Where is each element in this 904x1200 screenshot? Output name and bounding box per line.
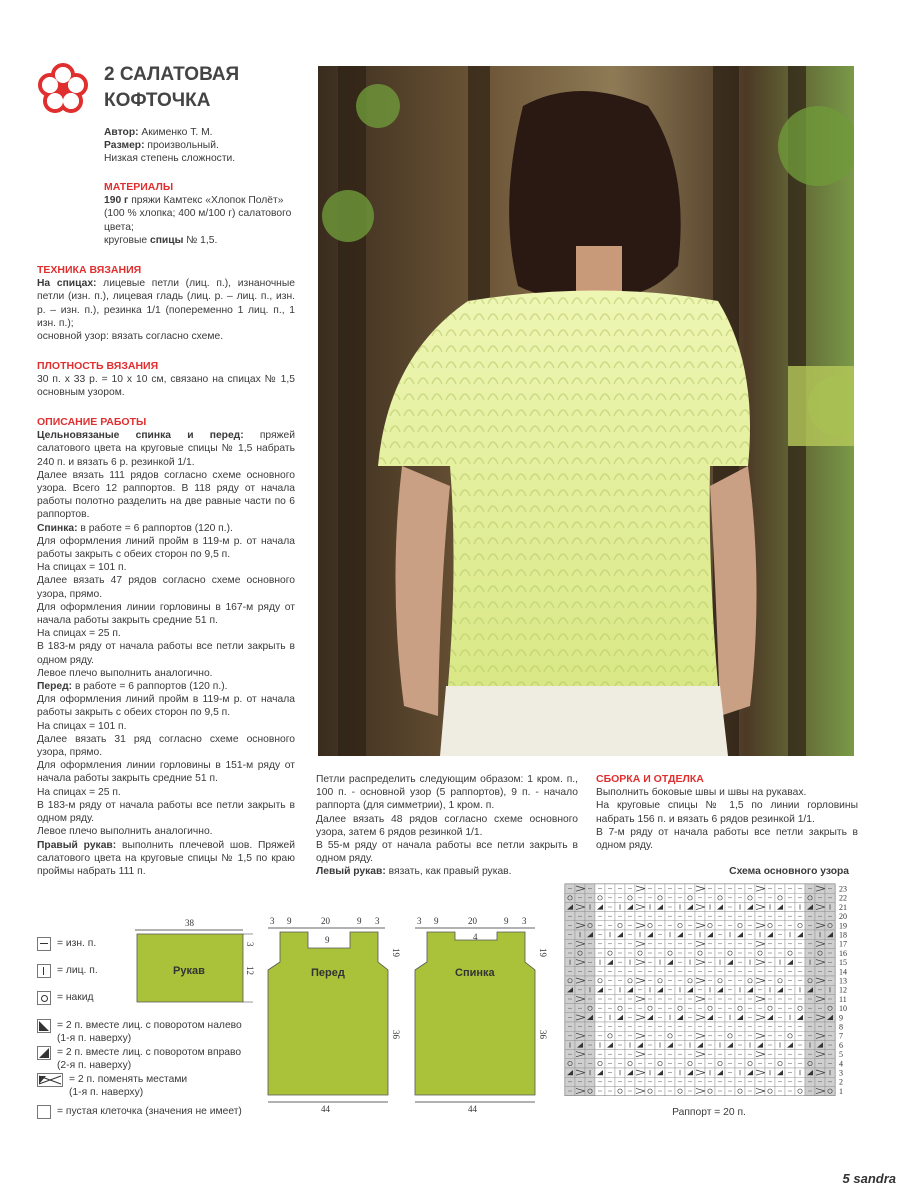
chart-cell <box>645 930 655 939</box>
chart-cell <box>635 939 645 948</box>
chart-cell <box>755 995 765 1004</box>
chart-cell <box>825 930 835 939</box>
chart-cell <box>755 1031 765 1040</box>
chart-cell <box>575 1087 585 1096</box>
back-bottom-label: 44 <box>468 1104 477 1114</box>
chart-row-number: 14 <box>839 967 847 977</box>
chart-cell <box>575 884 585 893</box>
chart-cell <box>635 884 645 893</box>
chart-cell <box>755 1087 765 1096</box>
chart-cell <box>575 903 585 912</box>
chart-cell <box>635 1013 645 1022</box>
chart-cell <box>585 930 595 939</box>
chart-cell <box>755 921 765 930</box>
legend-empty: = пустая клеточка (значения не имеет) <box>37 1105 242 1119</box>
pattern-diagrams <box>135 910 555 1115</box>
chart-cell <box>665 958 675 967</box>
chart-row-number: 8 <box>839 1022 843 1032</box>
sleeve-height-label: 12 <box>245 966 255 975</box>
chart-cell <box>635 921 645 930</box>
chart-cell <box>565 893 575 902</box>
flower-logo-icon <box>36 62 90 116</box>
chart-cell <box>665 949 675 958</box>
chart-cell <box>575 939 585 948</box>
chart-cell <box>575 1031 585 1040</box>
front-w4: 9 <box>357 916 362 926</box>
chart-cell <box>715 976 725 985</box>
chart-cell <box>685 976 695 985</box>
chart-cell <box>605 958 615 967</box>
chart-cell <box>825 1087 835 1096</box>
front-pattern <box>268 916 401 1114</box>
back-w5: 3 <box>522 916 527 926</box>
back-neck-label: 4 <box>473 932 478 942</box>
chart-cell <box>695 903 705 912</box>
chart-cell <box>755 949 765 958</box>
back-w1: 3 <box>417 916 422 926</box>
chart-cell <box>755 1068 765 1077</box>
chart-cell <box>675 1087 685 1096</box>
chart-cell <box>715 893 725 902</box>
chart-cell <box>735 1087 745 1096</box>
chart-cell <box>705 921 715 930</box>
back-armhole-label: 19 <box>538 948 548 957</box>
chart-row-number: 7 <box>839 1031 843 1041</box>
legend-knit: = лиц. п. <box>37 964 98 978</box>
chart-cell <box>695 884 705 893</box>
chart-cell <box>765 921 775 930</box>
chart-cell <box>825 1004 835 1013</box>
chart-cell <box>785 949 795 958</box>
chart-cell <box>815 1050 825 1059</box>
chart-cell <box>815 1087 825 1096</box>
chart-cell <box>655 893 665 902</box>
legend-cross: = 2 п. поменять местами (1-я п. наверху) <box>37 1073 187 1099</box>
chart-cell <box>635 958 645 967</box>
purl-symbol-icon <box>37 937 51 951</box>
legend-yarn-over: = накид <box>37 991 94 1005</box>
sleeve-continuation: Петли распределить следующим образом: 1 кром. п., 100 п. - основной узор (5 раппортов), 9 п. - начало раппорта (для симметрии), 1 кром. п. Далее вязать 48 рядов согласно схеме основного узора, затем 6 рядов резинкой 1/1. В 55-м ряду от начала работы все петли закрыть в одном ряду. Левый рукав: вязать, как правый рукав. <box>316 774 578 878</box>
chart-row-number: 6 <box>839 1041 843 1051</box>
rapport-label: Раппорт = 20 п. <box>672 1107 746 1119</box>
back-w2: 9 <box>434 916 439 926</box>
sleeve-width-label: 38 <box>185 918 194 928</box>
description-section: ОПИСАНИЕ РАБОТЫ Цельновязаные спинка и перед: пряжей салатового цвета на круговые спицы № 1,5 набрать 240 п. и вязать 6 р. резинкой 1/1. Далее вязать 111 рядов согласно схеме основного узора. Всего 12 раппортов. В 118 ряду от начала работы полотно разделить на две равные части по 6 раппортов. Спинка: в работе = 6 раппортов (120 п.). Для оформления линий пройм в 119-м р. от начала работы закрыть с обеих сторон по 9,5 п. На спицах = 101 п. Далее вязать 47 рядов согласно схеме основного узора, прямо. Для оформления линии горловины в 167-м ряду от начала работы закрыть средние 51 п. На спицах = 25 п. В 183-м ряду от начала работы все петли закрыть в одном ряду. Левое плечо выполнить аналогично. Перед: в работе = 6 раппортов (120 п.). Для оформления линий пройм в 119-м р. от начала работы закрыть с обеих сторон по 9,5 п. На спицах = 101 п. Далее вязать 31 ряд согласно схеме основного узора, прямо. Для оформления линии горловины в 151-м ряду от начала работы закрыть средние 51 п. На спицах = 25 п. В 183-м ряду от начала работы все петли закрыть в одном ряду. Левое плечо выполнить аналогично. Правый рукав: выполнить плечевой шов. Пряжей салатового цвета на круговые спицы № 1,5 по краю проймы набрать 111 п. <box>37 416 295 877</box>
chart-cell <box>745 893 755 902</box>
chart-cell <box>575 958 585 967</box>
chart-cell <box>695 1013 705 1022</box>
chart-cell <box>755 1050 765 1059</box>
front-armhole-label: 19 <box>391 948 401 957</box>
chart-cell <box>635 1031 645 1040</box>
chart-cell <box>765 930 775 939</box>
front-neck-label: 9 <box>325 935 330 945</box>
chart-cell <box>645 1087 655 1096</box>
sleeve-top-label: 3 <box>245 942 255 947</box>
chart-cell <box>715 1059 725 1068</box>
chart-cell <box>765 1087 775 1096</box>
chart-cell <box>725 1031 735 1040</box>
chart-cell <box>815 1013 825 1022</box>
chart-cell <box>655 1059 665 1068</box>
chart-cell <box>755 939 765 948</box>
chart-cell <box>695 1087 705 1096</box>
chart-cell <box>725 958 735 967</box>
front-bottom-label: 44 <box>321 1104 330 1114</box>
back-pattern <box>415 916 548 1114</box>
chart-cell <box>635 903 645 912</box>
legend-purl: = изн. п. <box>37 937 96 951</box>
chart-cell <box>695 921 705 930</box>
chart-cell <box>795 1004 805 1013</box>
chart-row-number: 5 <box>839 1050 843 1060</box>
chart-cell <box>575 921 585 930</box>
chart-row-number: 4 <box>839 1059 843 1069</box>
legend-right-decrease: = 2 п. вместе лиц. с поворотом вправо (2-я п. наверху) <box>37 1046 241 1072</box>
chart-cell <box>585 921 595 930</box>
back-w4: 9 <box>504 916 509 926</box>
front-w2: 9 <box>287 916 292 926</box>
chart-cell <box>625 976 635 985</box>
chart-cell <box>755 1013 765 1022</box>
front-w5: 3 <box>375 916 380 926</box>
chart-row-number: 1 <box>839 1087 843 1097</box>
chart-cell <box>565 1059 575 1068</box>
meta-block: Автор: Акименко Т. М. Размер: произвольный. Низкая степень сложности. <box>104 127 236 165</box>
chart-cell <box>795 930 805 939</box>
chart-row-number: 18 <box>839 930 847 940</box>
chart-cell <box>655 1068 665 1077</box>
empty-cell-icon <box>37 1105 51 1119</box>
chart-row-number: 16 <box>839 949 847 959</box>
chart-row-number: 13 <box>839 976 847 986</box>
left-decrease-symbol-icon <box>37 1019 51 1033</box>
chart-cell <box>585 1004 595 1013</box>
assembly-section: СБОРКА И ОТДЕЛКА Выполнить боковые швы и швы на рукавах. На круговые спицы № 1,5 по линии горловины набрать 156 п. и вязать 6 рядов резинкой 1/1. В 7-м ряду от начала работы все петли закрыть в одном ряду. <box>596 773 858 852</box>
chart-cell <box>625 893 635 902</box>
chart-cell <box>735 921 745 930</box>
chart-cell <box>585 1087 595 1096</box>
chart-cell <box>615 1004 625 1013</box>
chart-cell <box>775 976 785 985</box>
chart-cell <box>815 976 825 985</box>
chart-cell <box>815 939 825 948</box>
chart-cell <box>745 976 755 985</box>
chart-cell <box>815 921 825 930</box>
chart-cell <box>625 1059 635 1068</box>
chart-cell <box>675 930 685 939</box>
chart-row-number: 11 <box>839 995 847 1005</box>
chart-cell <box>815 958 825 967</box>
chart-cell <box>795 1087 805 1096</box>
chart-cell <box>775 1068 785 1077</box>
chart-cell <box>595 1068 605 1077</box>
chart-cell <box>565 976 575 985</box>
chart-row-number: 22 <box>839 893 847 903</box>
chart-cell <box>635 976 645 985</box>
chart-cell <box>645 921 655 930</box>
chart-cell <box>775 893 785 902</box>
chart-cell <box>595 1059 605 1068</box>
chart-cell <box>755 884 765 893</box>
chart-cell <box>565 1068 575 1077</box>
chart-cell <box>735 1004 745 1013</box>
chart-cell <box>815 1068 825 1077</box>
chart-cell <box>655 976 665 985</box>
chart-cell <box>705 1087 715 1096</box>
back-w3: 20 <box>468 916 477 926</box>
chart-cell <box>755 976 765 985</box>
chart-cell <box>695 1050 705 1059</box>
chart-cell <box>755 958 765 967</box>
chart-cell <box>605 1031 615 1040</box>
chart-cell <box>795 921 805 930</box>
chart-cell <box>615 930 625 939</box>
chart-row-number: 2 <box>839 1077 843 1087</box>
page-title: 2 САЛАТОВАЯ КОФТОЧКА <box>104 64 240 111</box>
chart-cell <box>695 949 705 958</box>
front-label: Перед <box>311 967 345 979</box>
sleeve-pattern <box>135 918 255 1002</box>
chart-cell <box>595 976 605 985</box>
chart-cell <box>635 1087 645 1096</box>
chart-cell <box>695 976 705 985</box>
chart-cell <box>695 958 705 967</box>
chart-cell <box>755 903 765 912</box>
chart-cell <box>785 958 795 967</box>
chart-cell <box>665 1031 675 1040</box>
chart-cell <box>805 1059 815 1068</box>
chart-cell <box>685 1068 695 1077</box>
chart-cell <box>635 995 645 1004</box>
chart-row-number: 3 <box>839 1068 843 1078</box>
chart-cell <box>575 995 585 1004</box>
chart-cell <box>715 1068 725 1077</box>
technique-section: ТЕХНИКА ВЯЗАНИЯ На спицах: лицевые петли (лиц. п.), изнаночные петли (изн. п.), лицевая гладь (лиц. р. – лиц. п., изн. р. – изн. п.), резинка 1/1 (попеременно 1 лиц. п., 1 изн. п.); основной узор: вязать согласно схеме. <box>37 264 295 343</box>
chart-row-number: 15 <box>839 958 847 968</box>
chart-cell <box>805 976 815 985</box>
density-section: ПЛОТНОСТЬ ВЯЗАНИЯ 30 п. х 33 р. = 10 х 10 см, связано на спицах № 1,5 основным узором. <box>37 360 295 399</box>
sleeve-label: Рукав <box>173 965 205 977</box>
chart-cell <box>575 976 585 985</box>
chart-row-number: 10 <box>839 1004 847 1014</box>
chart-cell <box>735 930 745 939</box>
cross-symbol-icon <box>37 1073 63 1087</box>
chart-row-number: 9 <box>839 1013 843 1023</box>
chart-row-number: 12 <box>839 985 847 995</box>
chart-row-number: 19 <box>839 921 847 931</box>
knitting-chart <box>563 865 855 1120</box>
chart-cell <box>615 1087 625 1096</box>
right-decrease-symbol-icon <box>37 1046 51 1060</box>
chart-cell <box>815 903 825 912</box>
chart-row-number: 23 <box>839 884 847 894</box>
chart-cell <box>675 921 685 930</box>
chart-cell <box>765 1004 775 1013</box>
chart-cell <box>695 995 705 1004</box>
chart-cell <box>575 1050 585 1059</box>
chart-cell <box>705 930 715 939</box>
chart-cell <box>645 1004 655 1013</box>
materials-section: МАТЕРИАЛЫ 190 г пряжи Камтекс «Хлопок Полёт» (100 % хлопка; 400 м/100 г) салатового цвета; круговые спицы № 1,5. <box>104 181 292 246</box>
front-w1: 3 <box>270 916 275 926</box>
back-label: Спинка <box>455 967 495 979</box>
chart-cell <box>695 1068 705 1077</box>
garment-photo <box>318 66 854 756</box>
chart-cell <box>815 1031 825 1040</box>
chart-cell <box>635 1050 645 1059</box>
legend-left-decrease: = 2 п. вместе лиц. с поворотом налево (1-я п. наверху) <box>37 1019 242 1045</box>
chart-cell <box>605 949 615 958</box>
knit-symbol-icon <box>37 964 51 978</box>
chart-cell <box>815 884 825 893</box>
chart-row-number: 20 <box>839 912 847 922</box>
chart-cell <box>695 939 705 948</box>
chart-cell <box>625 1068 635 1077</box>
chart-cell <box>745 1068 755 1077</box>
chart-cell <box>705 1004 715 1013</box>
chart-cell <box>575 949 585 958</box>
chart-cell <box>775 1059 785 1068</box>
chart-cell <box>685 1059 695 1068</box>
chart-cell <box>615 921 625 930</box>
chart-cell <box>745 1059 755 1068</box>
chart-cell <box>815 995 825 1004</box>
yarn-over-symbol-icon <box>37 991 51 1005</box>
front-body-label: 36 <box>391 1030 401 1039</box>
chart-cell <box>695 1031 705 1040</box>
chart-cell <box>675 1004 685 1013</box>
chart-cell <box>685 893 695 902</box>
chart-cell <box>805 893 815 902</box>
chart-cell <box>635 949 645 958</box>
chart-cell <box>805 1068 815 1077</box>
chart-cell <box>575 1068 585 1077</box>
chart-cell <box>575 1013 585 1022</box>
page-footer: 5 sandra <box>842 1171 896 1186</box>
chart-cell <box>825 921 835 930</box>
chart-cell <box>815 949 825 958</box>
chart-grid <box>563 882 855 1102</box>
chart-title: Схема основного узора <box>729 866 849 877</box>
chart-cell <box>595 893 605 902</box>
chart-row-number: 17 <box>839 939 847 949</box>
front-w3: 20 <box>321 916 330 926</box>
chart-row-number: 21 <box>839 903 847 913</box>
chart-cell <box>725 949 735 958</box>
chart-cell <box>635 1068 645 1077</box>
back-body-label: 36 <box>538 1030 548 1039</box>
chart-cell <box>785 1031 795 1040</box>
